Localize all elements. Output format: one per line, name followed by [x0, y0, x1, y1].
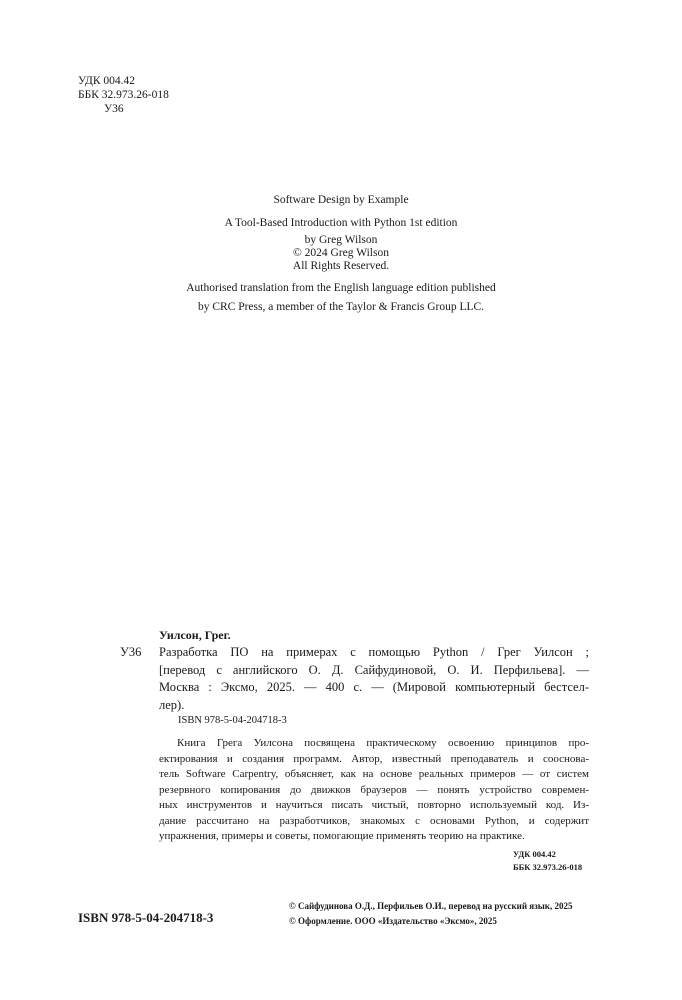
original-by-line: by Greg Wilson: [304, 234, 378, 246]
annotation: [159, 736, 589, 845]
annotation-line: упражнения, примеры и советы, помогающие применять теорию на практике.: [159, 830, 525, 842]
bbk-code: ББК 32.973.26-018: [78, 89, 169, 101]
annotation-line: тель Software Carpentry, объясняет, как на основе реальных примеров — от систем: [159, 768, 589, 780]
record-code: У36: [120, 645, 142, 659]
annotation-line: дание рассчитано на разработчиков, знакомых с основами Python, и содержит: [159, 814, 589, 827]
footer-isbn: ISBN 978-5-04-204718-3: [78, 910, 214, 925]
original-edition-block: [0, 191, 682, 316]
annotation-line: Книга Грега Уилсона посвящена практическому освоению принципов про-: [177, 737, 589, 749]
bib-line: лер).: [159, 697, 185, 712]
annotation-line: ных инструментов и научиться писать чистый, повторно используемый код. Из-: [159, 799, 589, 811]
udk-code-bottom: УДК 004.42: [513, 849, 556, 859]
bib-line: [перевод с английского О. Д. Сайфудиновой, О. И. Перфильева]. —: [159, 662, 589, 677]
author-mark: У36: [104, 103, 124, 115]
copyright-design: © Оформление. ООО «Издательство «Эксмо», 2025: [289, 916, 497, 926]
translation-note-line-1: Authorised translation from the English language edition published: [186, 282, 496, 294]
original-subtitle: A Tool-Based Introduction with Python 1st edition: [224, 216, 458, 229]
bib-line: Москва : Эксмо, 2025. — 400 с. — (Мировой компьютерный бестсел-: [159, 680, 589, 694]
annotation-line: резервного копирования до движков браузеров — понять устройство современ-: [159, 783, 589, 796]
bbk-code-bottom: ББК 32.973.26-018: [513, 862, 583, 872]
original-title: Software Design by Example: [273, 194, 409, 206]
classification-block: [78, 74, 169, 116]
classification-bottom: [513, 848, 582, 874]
udk-code: УДК 004.42: [78, 75, 135, 87]
original-copyright: © 2024 Greg Wilson: [293, 247, 389, 259]
copyright-translation: © Сайфудинова О.Д., Перфильев О.И., перевод на русский язык, 2025: [289, 901, 573, 911]
record-author: Уилсон, Грег.: [159, 628, 231, 642]
translation-note-line-2: by CRC Press, a member of the Taylor & Francis Group LLC.: [197, 300, 485, 313]
annotation-line: ектирования и создания программ. Автор, известный преподаватель и сооснова-: [159, 752, 589, 765]
footer-copyrights: [289, 899, 573, 929]
record-isbn: ISBN 978-5-04-204718-3: [178, 715, 287, 726]
bibliographic-description: [159, 644, 589, 714]
bib-line: Разработка ПО на примерах с помощью Python / Грег Уилсон ;: [159, 645, 589, 659]
original-rights: All Rights Reserved.: [292, 260, 390, 272]
